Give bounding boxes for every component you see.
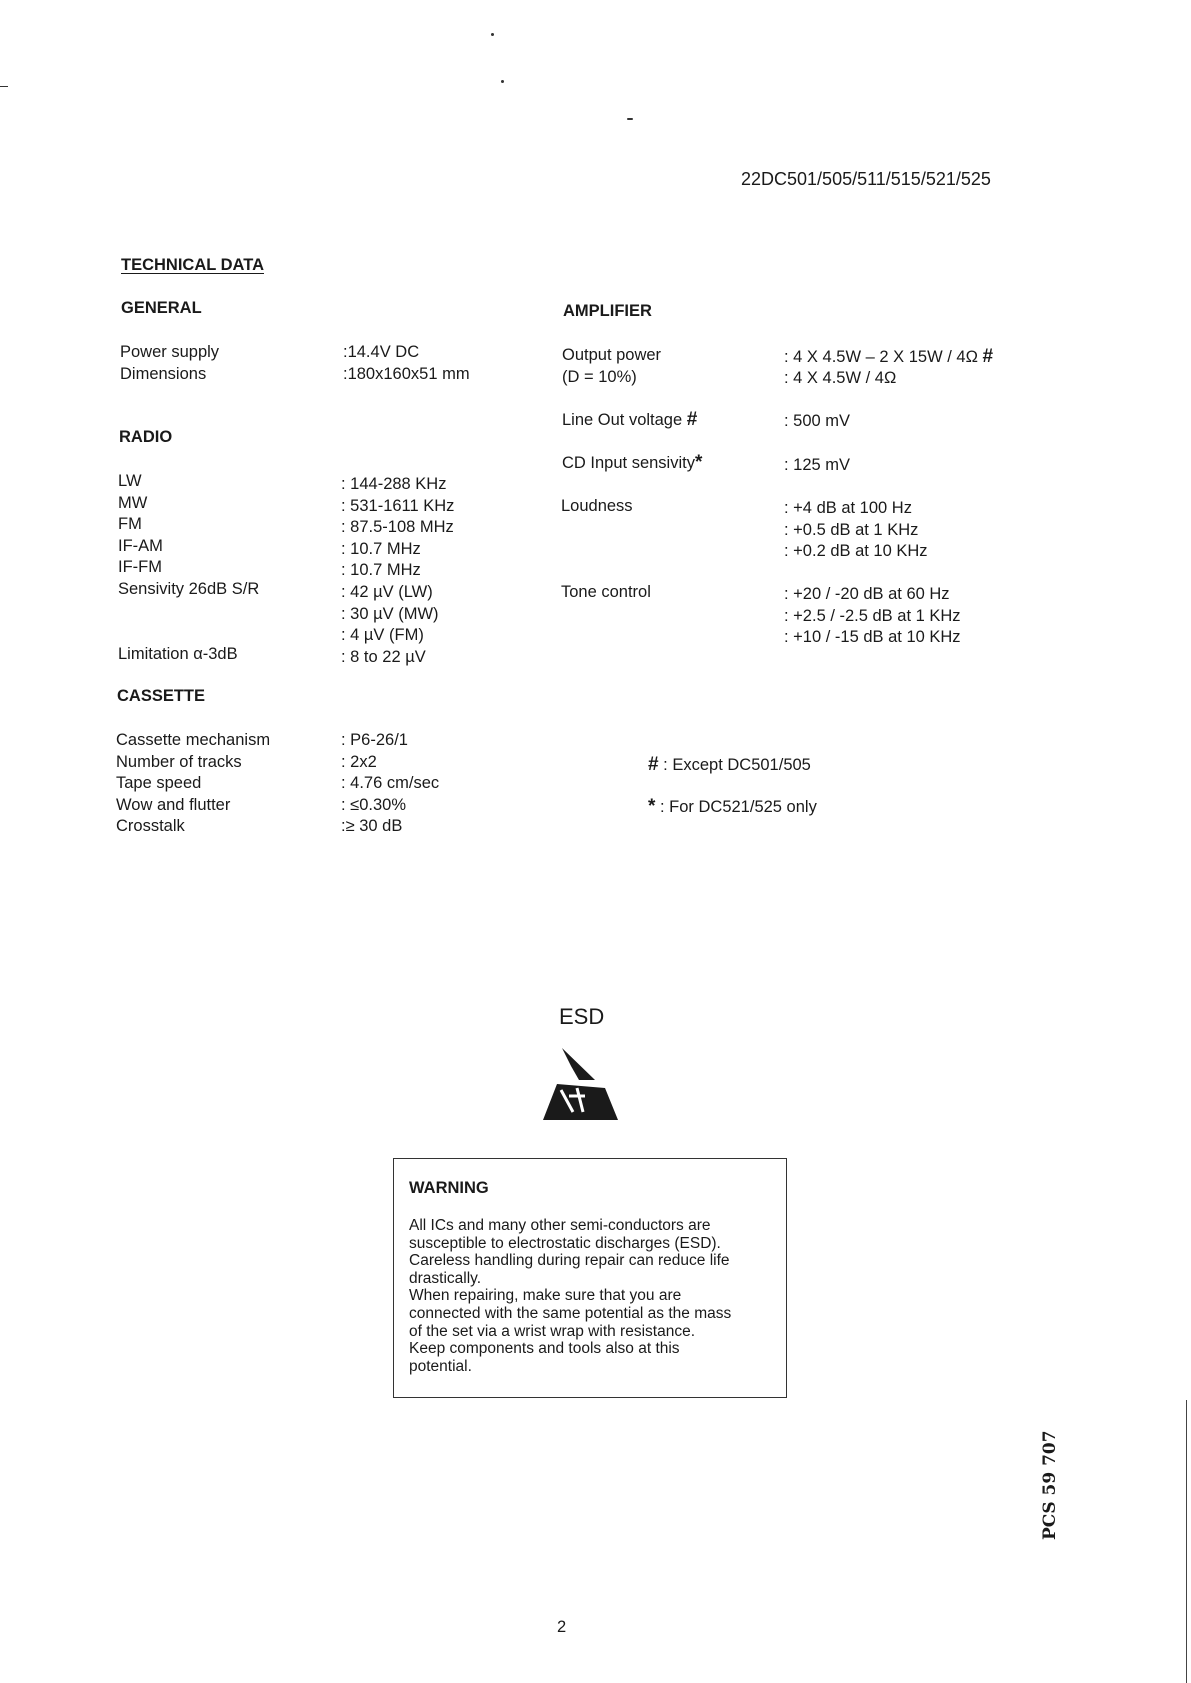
warning-line: of the set via a wrist wrap with resistance.: [409, 1322, 696, 1340]
footnote-text: : For DC521/525 only: [660, 798, 817, 816]
spec-label: Dimensions: [120, 364, 207, 383]
warning-line: All ICs and many other semi-conductors are: [409, 1217, 711, 1234]
scan-speck: [627, 118, 633, 120]
warning-line: susceptible to electrostatic discharges (ESD).: [409, 1234, 721, 1252]
line-out-value: : 500 mV: [784, 412, 851, 430]
spec-value: : +0.2 dB at 10 KHz: [784, 542, 928, 561]
spec-value: :≥ 30 dB: [341, 817, 403, 836]
cd-input-label: [562, 452, 702, 474]
warning-line: When repairing, make sure that you are: [409, 1287, 682, 1305]
spec-value: : 2x2: [341, 752, 377, 771]
spec-value: : +2.5 / -2.5 dB at 1 KHz: [784, 606, 961, 625]
spec-value: : +20 / -20 dB at 60 Hz: [784, 585, 950, 603]
cassette-values: [341, 730, 439, 838]
radio-heading: RADIO: [119, 428, 173, 446]
warning-box: [393, 1158, 787, 1398]
warning-line: potential.: [409, 1357, 472, 1375]
loudness-label: Loudness: [561, 497, 633, 515]
page-number: 2: [557, 1618, 567, 1636]
esd-warning-icon: [539, 1048, 621, 1122]
star-mark: *: [694, 452, 703, 473]
amplifier-heading: AMPLIFIER: [563, 302, 652, 320]
cd-input-value: : 125 mV: [784, 456, 851, 474]
spec-label: Power supply: [120, 343, 220, 361]
spec-label: Cassette mechanism: [116, 731, 271, 749]
spec-value: : 4.76 cm/sec: [341, 774, 440, 793]
spec-label: Number of tracks: [116, 752, 242, 771]
spec-label: Crosstalk: [116, 817, 185, 836]
spec-value: : ≤0.30%: [341, 795, 407, 814]
radio-labels: [118, 471, 259, 665]
spec-value: : 4 µV (FM): [341, 626, 424, 645]
spec-label: Limitation α-3dB: [118, 644, 238, 663]
cassette-labels: [116, 730, 270, 838]
document-code-stamp: PCS 59 707: [1040, 1430, 1060, 1540]
esd-label: ESD: [559, 1004, 605, 1029]
spec-label: LW: [118, 472, 142, 490]
tone-control-values: [784, 584, 961, 649]
spec-label: IF-FM: [118, 558, 162, 577]
spec-label: CD Input sensivity: [562, 454, 695, 472]
output-power-value-1: [784, 346, 993, 368]
spec-value: : 10.7 MHz: [341, 539, 421, 558]
spec-label: Wow and flutter: [116, 795, 231, 814]
general-labels: [120, 342, 219, 385]
hash-mark: #: [686, 409, 698, 430]
scan-speck: [491, 33, 494, 36]
spec-label: Line Out voltage: [562, 411, 683, 429]
spec-value: :180x160x51 mm: [343, 364, 470, 383]
spec-value: : 42 µV (LW): [341, 582, 433, 601]
warning-line: connected with the same potential as the mass: [409, 1304, 732, 1322]
spec-value: : +4 dB at 100 Hz: [784, 499, 912, 517]
warning-line: Careless handling during repair can reduce life: [409, 1252, 730, 1270]
output-power-sub: (D = 10%): [562, 368, 637, 386]
spec-value: : 10.7 MHz: [341, 561, 421, 580]
output-power-value-2: : 4 X 4.5W / 4Ω: [784, 369, 897, 387]
hash-mark: #: [982, 346, 994, 367]
scan-speck: [0, 86, 8, 87]
spec-value: : 8 to 22 µV: [341, 647, 426, 666]
cassette-heading: CASSETTE: [117, 687, 206, 705]
star-footnote: [648, 796, 817, 818]
page-title: TECHNICAL DATA: [121, 256, 264, 274]
spec-value: : 4 X 4.5W – 2 X 15W / 4Ω: [784, 348, 978, 366]
spec-value: : 144-288 KHz: [341, 475, 447, 493]
output-power-label: Output power: [562, 346, 662, 364]
scan-speck: [501, 80, 504, 83]
warning-text: [409, 1217, 779, 1375]
spec-label: [118, 622, 259, 644]
spec-value: : 531-1611 KHz: [341, 496, 455, 515]
spec-label: Sensivity 26dB S/R: [118, 579, 260, 598]
spec-label: MW: [118, 493, 148, 512]
general-values: [343, 342, 470, 385]
warning-line: drastically.: [409, 1269, 482, 1287]
loudness-values: [784, 498, 928, 563]
hash-mark: #: [648, 754, 659, 775]
footnote-text: : Except DC501/505: [663, 756, 811, 774]
spec-label: Tape speed: [116, 774, 202, 793]
spec-label: FM: [118, 515, 142, 534]
spec-value: : 30 µV (MW): [341, 604, 439, 623]
spec-value: :14.4V DC: [343, 343, 420, 361]
spec-value: : P6-26/1: [341, 731, 408, 749]
hash-footnote: [648, 754, 811, 776]
star-mark: *: [648, 796, 656, 817]
spec-value: : +10 / -15 dB at 10 KHz: [784, 628, 961, 647]
spec-label: IF-AM: [118, 536, 163, 555]
model-numbers: 22DC501/505/511/515/521/525: [741, 169, 991, 189]
spec-value: : +0.5 dB at 1 KHz: [784, 520, 919, 539]
radio-values: [341, 474, 454, 668]
warning-line: Keep components and tools also at this: [409, 1340, 680, 1358]
line-out-label: [562, 409, 697, 431]
spec-value: : 87.5-108 MHz: [341, 518, 454, 537]
tone-control-label: Tone control: [561, 583, 651, 601]
scan-edge-line: [1186, 1400, 1187, 1683]
warning-title: WARNING: [409, 1179, 489, 1197]
spec-label: [118, 601, 259, 623]
general-heading: GENERAL: [121, 299, 202, 317]
